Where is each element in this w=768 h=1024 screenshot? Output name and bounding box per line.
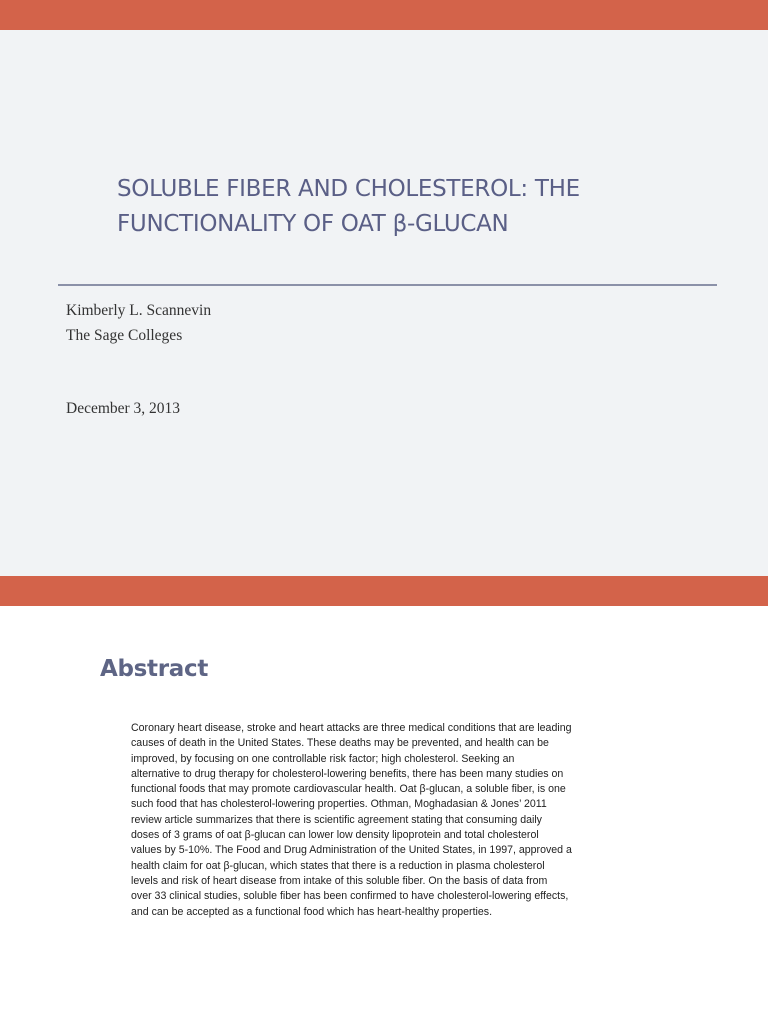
slide-title (117, 172, 717, 242)
abstract-line: Coronary heart disease, stroke and heart attacks are three medical conditions that are leading (131, 722, 572, 734)
top-accent-bar (0, 0, 768, 30)
abstract-line: doses of 3 grams of oat β-glucan can lower low density lipoprotein and total cholesterol (131, 829, 539, 842)
slide-title-line-1: SOLUBLE FIBER AND CHOLESTEROL: THE (117, 176, 580, 202)
abstract-line: review article summarizes that there is scientific agreement stating that consuming daily (131, 813, 542, 826)
slide-title-line-2: FUNCTIONALITY OF OAT β-GLUCAN (117, 211, 509, 237)
abstract-line: over 33 clinical studies, soluble fiber has been confirmed to have cholesterol-lowering effects, (131, 890, 569, 903)
abstract-line: such food that has cholesterol-lowering properties. Othman, Moghadasian & Jones’ 2011 (131, 798, 547, 811)
presentation-date: December 3, 2013 (66, 400, 181, 417)
abstract-body (131, 721, 639, 920)
abstract-line: causes of death in the United States. These deaths may be prevented, and health can be (131, 737, 549, 750)
author-name: Kimberly L. Scannevin (66, 302, 212, 319)
title-divider (58, 284, 717, 286)
abstract-line: levels and risk of heart disease from intake of this soluble fiber. On the basis of data from (131, 874, 548, 887)
abstract-heading: Abstract (100, 656, 209, 682)
abstract-line: alternative to drug therapy for cholesterol-lowering benefits, there has been many studies on (131, 767, 564, 780)
slide-separator-bar (0, 576, 768, 606)
abstract-line: and can be accepted as a functional food which has heart-healthy properties. (131, 905, 493, 918)
abstract-line: improved, by focusing on one controllable risk factor; high cholesterol. Seeking an (131, 752, 515, 765)
abstract-line: functional foods that may promote cardiovascular health. Oat β-glucan, a soluble fiber, is one (131, 783, 566, 796)
abstract-line: health claim for oat β-glucan, which states that there is a reduction in plasma cholesterol (131, 859, 545, 872)
abstract-line: values by 5-10%. The Food and Drug Administration of the United States, in 1997, approved a (131, 844, 572, 857)
author-block (66, 298, 211, 348)
institution-name: The Sage Colleges (66, 327, 183, 344)
